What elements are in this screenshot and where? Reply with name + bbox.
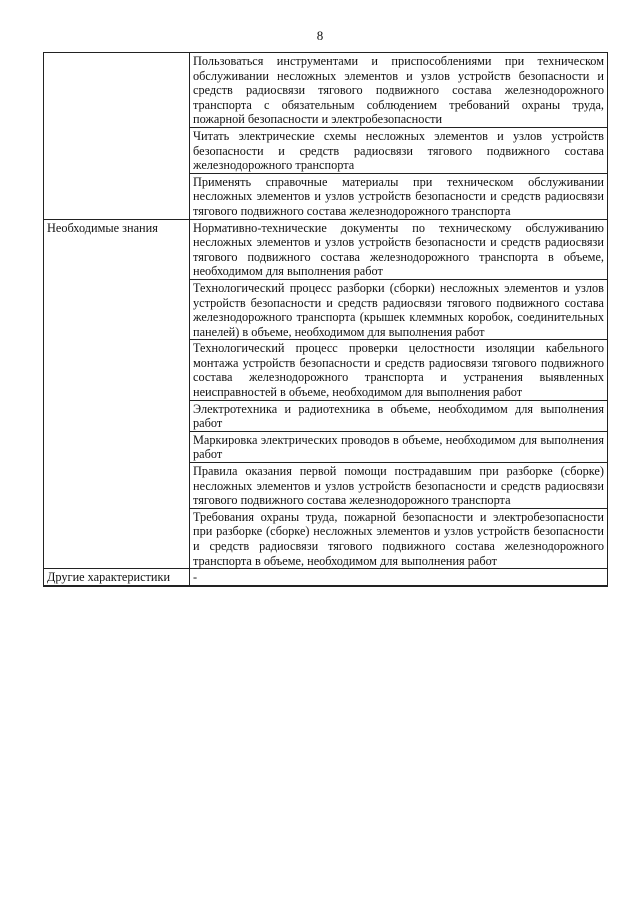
knowledge-item: Правила оказания первой помощи пострадавшим при разборке (сборке) несложных элементов и узлов устройств безопасности и средств радиосвязи тягового подвижного состава железнодорожного транспорта bbox=[190, 463, 608, 509]
knowledge-label: Необходимые знания bbox=[44, 219, 190, 569]
knowledge-item: Нормативно-технические документы по техническому обслуживанию несложных элементов и узлов устройств безопасности и средств радиосвязи тягового подвижного состава железнодорожного транспорта в объеме, необходимом для выполнения работ bbox=[190, 219, 608, 279]
other-value: - bbox=[190, 569, 608, 586]
skill-item: Читать электрические схемы несложных элементов и узлов устройств безопасности и средств радиосвязи тягового подвижного состава железнодорожного транспорта bbox=[190, 127, 608, 173]
skill-item: Применять справочные материалы при техническом обслуживании несложных элементов и узлов устройств безопасности и средств радиосвязи тягового подвижного состава железнодорожного транспорта bbox=[190, 173, 608, 219]
knowledge-item: Электротехника и радиотехника в объеме, необходимом для выполнения работ bbox=[190, 400, 608, 431]
table-row bbox=[44, 219, 608, 279]
table-row bbox=[44, 569, 608, 586]
table-row bbox=[44, 53, 608, 128]
requirements-table bbox=[43, 52, 608, 587]
knowledge-item: Технологический процесс разборки (сборки) несложных элементов и узлов устройств безопасности и средств радиосвязи тягового подвижного состава железнодорожного транспорта (крышек клеммных коробок, соединительных панелей) в объеме, необходимом для выполнения работ bbox=[190, 279, 608, 339]
page-number: 8 bbox=[316, 28, 324, 43]
skill-item: Пользоваться инструментами и приспособлениями при техническом обслуживании несложных элементов и узлов устройств безопасности и средств радиосвязи тягового подвижного состава железнодорожного транспорта с обязательным соблюдением требований охраны труда, пожарной безопасности и электробезопасности bbox=[190, 53, 608, 128]
knowledge-item: Маркировка электрических проводов в объеме, необходимом для выполнения работ bbox=[190, 431, 608, 462]
knowledge-item: Требования охраны труда, пожарной безопасности и электробезопасности при разборке (сборке) несложных элементов и узлов устройств безопасности и средств радиосвязи тягового подвижного состава железнодорожного транспорта в объеме, необходимом для выполнения работ bbox=[190, 508, 608, 568]
other-label: Другие характеристики bbox=[44, 569, 190, 586]
skills-label-cell bbox=[44, 53, 190, 220]
knowledge-item: Технологический процесс проверки целостности изоляции кабельного монтажа устройств безопасности и средств радиосвязи тягового подвижного состава железнодорожного транспорта и устранения выявленных неисправностей в объеме, необходимом для выполнения работ bbox=[190, 340, 608, 400]
